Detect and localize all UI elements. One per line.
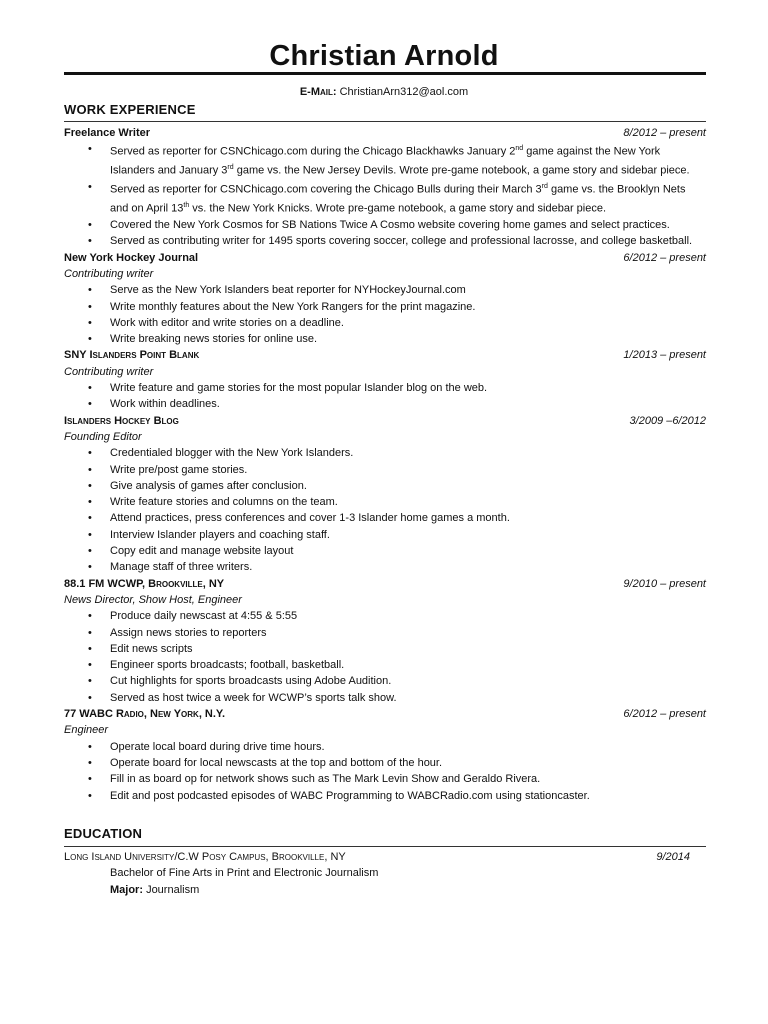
job-bullet: • Write pre/post game stories. (88, 463, 248, 476)
job-header (64, 347, 706, 363)
job-date: 1/2013 – present (623, 349, 706, 362)
major-row (64, 882, 706, 898)
job-date: 6/2012 – present (623, 708, 706, 721)
school-name: Long Island University/C.W Posy Campus, Brookville, NY (64, 851, 346, 863)
work-experience-heading: WORK EXPERIENCE (64, 102, 196, 117)
job-date: 9/2010 – present (623, 577, 706, 590)
job-bullet: • Covered the New York Cosmos for SB Nations Twice A Cosmo website covering home games and select practices. (88, 219, 670, 232)
job-bullet: • Serve as the New York Islanders beat reporter for NYHockeyJournal.com (88, 284, 466, 297)
job-name: New York Hockey Journal (64, 251, 199, 264)
job-bullet: • Served as host twice a week for WCWP’s sports talk show. (88, 691, 397, 704)
job-bullet: • Manage staff of three writers. (88, 561, 253, 574)
major-label: Major: (110, 883, 143, 896)
job-bullet: • Write monthly features about the New York Rangers for the print magazine. (88, 300, 476, 313)
job-bullet: • Served as reporter for CSNChicago.com during the Chicago Blackhawks January 2nd game against the New York Islanders and January 3rd game vs. the New Jersey Devils. Wrote pre-game notebook, a game story and sidebar piece. (88, 143, 690, 177)
job-date: 8/2012 – present (623, 127, 706, 139)
job-role: Founding Editor (64, 430, 142, 443)
job-bullet: • Served as contributing writer for 1495 sports covering soccer, college and professional lacrosse, and college basketball. (88, 235, 693, 248)
job-header (64, 706, 706, 722)
job-bullet: • Write feature and game stories for the most popular Islander blog on the web. (88, 382, 488, 395)
job-bullet: • Attend practices, press conferences and cover 1-3 Islander home games a month. (88, 512, 510, 525)
job-bullet: • Write breaking news stories for online use. (88, 333, 318, 346)
job-bullet: • Produce daily newscast at 4:55 & 5:55 (88, 610, 298, 623)
job-date: 3/2009 –6/2012 (629, 414, 706, 427)
job-role: Contributing writer (64, 365, 154, 378)
job-name: Freelance Writer (64, 127, 151, 139)
job-header (64, 125, 706, 141)
job-bullet: • Engineer sports broadcasts; football, basketball. (88, 659, 345, 672)
school-row (64, 849, 706, 865)
major-value: Journalism (146, 883, 200, 896)
job-bullet: • Credentialed blogger with the New York Islanders. (88, 447, 354, 460)
job-bullet: • Operate local board during drive time hours. (88, 740, 325, 753)
job-bullet: • Copy edit and manage website layout (88, 545, 294, 558)
job-bullet: • Served as reporter for CSNChicago.com covering the Chicago Bulls during their March 3rd game vs. the Brooklyn Nets and on April 13th vs. the New York Knicks. Wrote pre-game notebook, a game story and sidebar piece. (88, 181, 686, 215)
job-role: Contributing writer (64, 268, 154, 280)
work-experience-list (64, 125, 706, 804)
job-bullet: • Work within deadlines. (88, 398, 220, 411)
job-header (64, 250, 706, 266)
job-role: Engineer (64, 724, 109, 737)
job-header (64, 576, 706, 592)
degree: Bachelor of Fine Arts in Print and Electronic Journalism (110, 867, 379, 880)
job-bullet: • Operate board for local newscasts at the top and bottom of the hour. (88, 756, 443, 769)
job-name: 88.1 FM WCWP, Brookville, NY (64, 577, 225, 590)
education-block (64, 849, 706, 898)
job-bullet: • Fill in as board op for network shows such as The Mark Levin Show and Geraldo Rivera. (88, 773, 541, 786)
job-bullet: • Cut highlights for sports broadcasts using Adobe Audition. (88, 675, 392, 688)
education-section-rule (64, 846, 706, 847)
education-heading: EDUCATION (64, 826, 143, 841)
job-bullet: • Work with editor and write stories on a deadline. (88, 316, 344, 329)
job-date: 6/2012 – present (623, 251, 706, 264)
work-section-rule (64, 121, 706, 122)
education-date: 9/2014 (656, 851, 690, 863)
job-bullet: • Interview Islander players and coaching staff. (88, 528, 330, 541)
candidate-name: Christian Arnold (269, 40, 499, 72)
job-bullet: • Edit news scripts (88, 642, 193, 655)
job-name: 77 WABC Radio, New York, N.Y. (64, 708, 226, 721)
job-name: SNY Islanders Point Blank (64, 349, 200, 362)
job-bullet: • Edit and post podcasted episodes of WABC Programming to WABCRadio.com using stationcaster. (88, 789, 590, 802)
email-label: E-Mail: (299, 86, 337, 98)
job-name: Islanders Hockey Blog (64, 414, 179, 427)
job-bullet: • Give analysis of games after conclusion. (88, 479, 307, 492)
job-bullet: • Write feature stories and columns on the team. (88, 496, 338, 509)
job-bullet: • Assign news stories to reporters (88, 626, 267, 639)
header-rule (64, 72, 706, 75)
job-header (64, 413, 706, 429)
contact-line (0, 86, 768, 98)
job-role: News Director, Show Host, Engineer (64, 593, 242, 606)
email-address[interactable]: ChristianArn312@aol.com (339, 86, 469, 98)
